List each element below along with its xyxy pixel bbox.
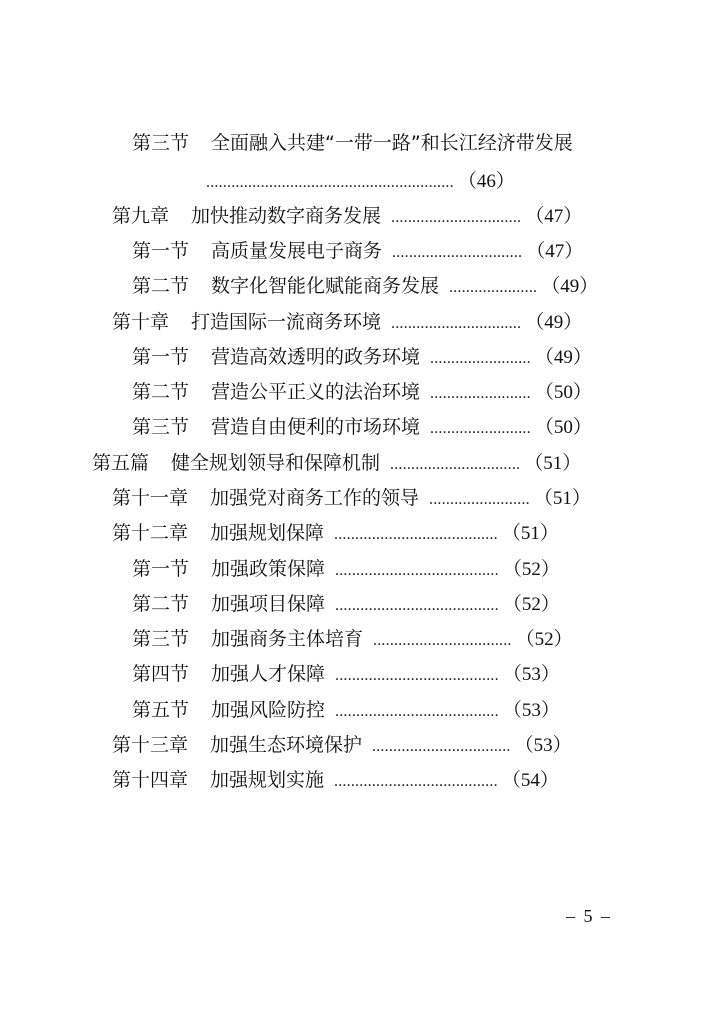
toc-page-number: （46） xyxy=(457,171,515,192)
toc-leader-dots: ........................ xyxy=(430,420,531,437)
toc-entry xyxy=(112,765,559,795)
toc-page-number: （52） xyxy=(502,559,560,580)
toc-leader-dots: ............................... xyxy=(391,209,522,226)
toc-entry xyxy=(112,307,582,337)
toc-title: 营造公平正义的法治环境 xyxy=(211,381,421,403)
toc-entry xyxy=(112,730,572,760)
toc-page-number: （53） xyxy=(514,735,572,756)
toc-page-number: （51） xyxy=(533,488,591,509)
toc-page-number: （54） xyxy=(501,770,559,791)
toc-section-number: 第一节 xyxy=(132,558,190,580)
toc-section-number: 第二节 xyxy=(132,381,190,403)
toc-entry xyxy=(132,377,592,407)
toc-leader-dots: ....................................... xyxy=(334,773,498,790)
toc-entry xyxy=(132,659,560,689)
toc-leader-dots: ....................................... xyxy=(335,703,499,720)
toc-section-number: 第二节 xyxy=(132,593,190,615)
toc-title: 加强规划实施 xyxy=(210,769,325,791)
toc-leader-dots: ................................. xyxy=(373,632,512,649)
toc-leader-dots: ....................................... xyxy=(334,526,498,543)
toc-entry xyxy=(132,128,573,158)
toc-chapter-number: 第十章 xyxy=(112,311,170,333)
toc-title: 加强生态环境保护 xyxy=(210,734,363,756)
toc-section-number: 第四节 xyxy=(132,663,190,685)
toc-section-number: 第三节 xyxy=(132,628,190,650)
toc-section-number: 第三节 xyxy=(132,416,190,438)
toc-leader-dots: ........................ xyxy=(429,491,530,508)
toc-title: 营造自由便利的市场环境 xyxy=(211,416,421,438)
toc-entry xyxy=(132,554,560,584)
toc-chapter-number: 第十四章 xyxy=(112,769,189,791)
toc-entry xyxy=(132,412,592,442)
toc-title: 加强人才保障 xyxy=(211,663,326,685)
page-number: – 5 – xyxy=(566,906,612,926)
toc-entry xyxy=(132,236,583,266)
toc-title: 营造高效透明的政务环境 xyxy=(211,346,421,368)
toc-section-number: 第二节 xyxy=(132,275,190,297)
toc-page-number: （49） xyxy=(525,312,583,333)
toc-leader-dots: ............................... xyxy=(392,244,523,261)
toc-title: 加快推动数字商务发展 xyxy=(191,205,382,227)
toc-title: 加强政策保障 xyxy=(211,558,326,580)
toc-entry xyxy=(112,201,582,231)
toc-chapter-number: 第十二章 xyxy=(112,522,189,544)
toc-page-number: （53） xyxy=(502,700,560,721)
toc-leader-dots: ..................... xyxy=(449,279,538,296)
toc-part-number: 第五篇 xyxy=(92,452,150,474)
toc-page-number: （50） xyxy=(534,382,592,403)
toc-entry xyxy=(132,624,573,654)
toc-page-number: （50） xyxy=(534,417,592,438)
toc-page-number: （52） xyxy=(502,594,560,615)
toc-leader-dots: ....................................... xyxy=(335,562,499,579)
toc-entry xyxy=(132,695,560,725)
toc-entry xyxy=(132,342,592,372)
toc-title: 加强风险防控 xyxy=(211,699,326,721)
toc-page-number: （52） xyxy=(515,629,573,650)
toc-entry xyxy=(132,271,598,301)
toc-title: 健全规划领导和保障机制 xyxy=(171,452,381,474)
toc-entry xyxy=(92,448,581,478)
toc-entry xyxy=(112,518,559,548)
toc-title: 加强规划保障 xyxy=(210,522,325,544)
toc-leader-dots: ................................. xyxy=(372,738,511,755)
toc-title: 打造国际一流商务环境 xyxy=(191,311,382,333)
toc-chapter-number: 第十三章 xyxy=(112,734,189,756)
toc-section-number: 第一节 xyxy=(132,240,190,262)
toc-title: 全面融入共建“一带一路”和长江经济带发展 xyxy=(211,132,573,154)
toc-title: 数字化智能化赋能商务发展 xyxy=(211,275,440,297)
toc-entry xyxy=(196,166,515,196)
toc-entry xyxy=(112,483,591,513)
toc-section-number: 第三节 xyxy=(132,132,190,154)
toc-page-number: （51） xyxy=(501,523,559,544)
toc-title: 加强商务主体培育 xyxy=(211,628,364,650)
toc-leader-dots: ....................................... xyxy=(335,597,499,614)
toc-leader-dots: ........................ xyxy=(430,385,531,402)
toc-page-number: （47） xyxy=(525,206,583,227)
toc-chapter-number: 第九章 xyxy=(112,205,170,227)
toc-leader-dots: ........................................................... xyxy=(206,174,454,191)
toc-leader-dots: ............................... xyxy=(390,456,521,473)
toc-leader-dots: ............................... xyxy=(391,315,522,332)
toc-leader-dots: ........................ xyxy=(430,350,531,367)
toc-section-number: 第五节 xyxy=(132,699,190,721)
toc-title: 加强党对商务工作的领导 xyxy=(210,487,420,509)
toc-title: 加强项目保障 xyxy=(211,593,326,615)
toc-page-number: （51） xyxy=(524,453,582,474)
toc-page-number: （53） xyxy=(502,664,560,685)
toc-page-number: （49） xyxy=(541,276,599,297)
toc-page-number: （49） xyxy=(534,347,592,368)
toc-chapter-number: 第十一章 xyxy=(112,487,189,509)
toc-entry xyxy=(132,589,560,619)
toc-section-number: 第一节 xyxy=(132,346,190,368)
toc-leader-dots: ....................................... xyxy=(335,667,499,684)
toc-page-number: （47） xyxy=(526,241,584,262)
toc-title: 高质量发展电子商务 xyxy=(211,240,383,262)
